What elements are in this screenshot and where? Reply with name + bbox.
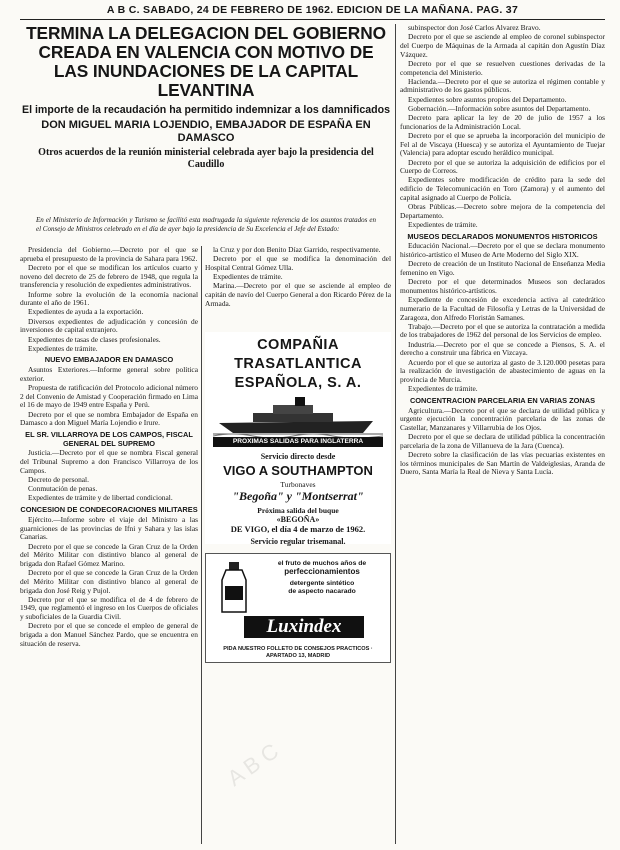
luxindex-advertisement bbox=[205, 553, 391, 663]
trasatlantica-advertisement bbox=[205, 332, 391, 544]
article-paragraph: Hacienda.—Decreto por el que se autoriza el régimen contable y administrativo de los gastos públicos. bbox=[400, 76, 605, 95]
article-paragraph: Expedientes sobre asuntos propios del Departamento. bbox=[408, 94, 567, 104]
article-paragraph: Agricultura.—Decreto por el que se declara de utilidad pública y urgente ejecución la concentración parcelaria de las zonas de Castellar, Manzanares y Villarrubia de los Ojos. bbox=[400, 405, 605, 432]
article-paragraph: Obras Públicas.—Decreto sobre mejora de la competencia del Departamento. bbox=[400, 202, 605, 220]
article-paragraph: Decreto de creación de un Instituto Nacional de Enseñanza Media femenino en Vigo. bbox=[400, 259, 605, 277]
ad-vessel: «BEGOÑA» bbox=[276, 515, 320, 524]
article-paragraph: Expedientes de ayuda a la exportación. bbox=[28, 307, 144, 317]
article-paragraph: Educación Nacional.—Decreto por el que se declara monumento histórico-artístico el Museo de Arte Moderno del Siglo XIX. bbox=[400, 241, 605, 260]
article-paragraph: Marina.—Decreto por el que se asciende al empleo de capitán de navío del Cuerpo General a don Ricardo Pérez de la Armada. bbox=[205, 281, 391, 308]
ad-next-label: Próxima salida del buque bbox=[257, 506, 339, 515]
column-rule bbox=[395, 24, 396, 844]
lead-story-heading bbox=[20, 24, 392, 170]
article-paragraph: la Cruz y por don Benito Díaz Garrido, respectivamente. bbox=[213, 246, 381, 254]
subdeck: Otros acuerdos de la reunión ministerial celebrada ayer bajo la presidencia del Caudillo bbox=[38, 147, 374, 170]
ad-date: DE VIGO, el día 4 de marzo de 1962. bbox=[230, 524, 366, 534]
ad2-line-1: el fruto de muchos años de bbox=[277, 560, 367, 567]
article-paragraph: Decreto por el que se modifica la denominación del Hospital Central Gómez Ulla. bbox=[205, 254, 391, 272]
article-paragraph: Decreto por el que se modifican los artículos cuarto y noveno del decreto de 25 de febrero de 1948, que regula la transferencia y resolución de expedientes administrativos. bbox=[20, 262, 198, 290]
watermark-icon: A B C bbox=[222, 738, 284, 791]
article-paragraph: Propuesta de ratificación del Protocolo adicional número 2 del Convenio de Amistad y Cooperación firmado en Lima el 16 de mayo de 1949 entre España y Perú. bbox=[20, 383, 198, 410]
masthead: A B C. SABADO, 24 DE FEBRERO DE 1962. EDICION DE LA MAÑANA. PAG. 37 bbox=[106, 4, 519, 16]
section-heading: CONCENTRACION PARCELARIA EN VARIAS ZONAS bbox=[409, 395, 596, 405]
article-paragraph: Decreto de personal. bbox=[28, 475, 89, 485]
article-paragraph: Decreto sobre la clasificación de las vías pecuarias existentes en los términos municipales de San Martín de Valdeiglesias, Aranda de Duero, Santa María la Real de Nieva y Santa Lucía. bbox=[400, 450, 605, 477]
article-paragraph: Expedientes de trámite. bbox=[213, 272, 283, 282]
ad2-line-4: de aspecto nacarado bbox=[288, 588, 356, 595]
subhead: DON MIGUEL MARIA LOJENDIO, EMBAJADOR DE ESPAÑA EN DAMASCO bbox=[41, 119, 371, 144]
article-column-2 bbox=[205, 246, 391, 324]
ad-vessel-intro: Turbonaves bbox=[280, 480, 316, 489]
article-paragraph: Informe sobre la evolución de la economía nacional durante el año de 1961. bbox=[20, 289, 198, 308]
article-paragraph: Expediente de concesión de excedencia activa al catedrático numerario de la Facultad de Filosofía y Letras de la Universidad de Zaragoza, don Alfredo Floristán Samanes. bbox=[400, 295, 605, 322]
article-paragraph: Justicia.—Decreto por el que se nombra Fiscal general del Tribunal Supremo a don Francisco Villarroya de los Campos. bbox=[20, 448, 198, 475]
article-column-3 bbox=[400, 24, 605, 839]
ad-company-name bbox=[205, 336, 391, 393]
article-paragraph: Trabajo.—Decreto por el que se autoriza la contratación a medida de los trabajadores de 1962 del personal de los Servicios de empleo. bbox=[400, 321, 605, 340]
article-paragraph: Decreto por el que determinados Museos son declarados monumentos histórico-artísticos. bbox=[400, 277, 605, 295]
article-paragraph: Asuntos Exteriores.—Informe general sobre política exterior. bbox=[20, 365, 198, 383]
ad-banner: PROXIMAS SALIDAS PARA INGLATERRA bbox=[213, 437, 383, 447]
article-paragraph: Decreto por el que se concede la Gran Cruz de la Orden del Mérito Militar con distintivo blanco al general de brigada don Rafael Gómez Marino. bbox=[20, 541, 198, 568]
section-heading: EL SR. VILLARROYA DE LOS CAMPOS, FISCAL GENERAL DEL SUPREMO bbox=[25, 430, 193, 448]
ad2-line-2: perfeccionamientos bbox=[284, 567, 360, 576]
article-paragraph: Expedientes de tasas de clases profesionales. bbox=[28, 334, 161, 344]
article-paragraph: Decreto por el que se concede el empleo de general de brigada a don Manuel Sánchez Pardo, que se encuentra en situación de reserva. bbox=[20, 621, 198, 648]
article-paragraph: Expedientes de trámite y de libertad condicional. bbox=[28, 493, 173, 503]
article-paragraph: Decreto por el que se asciende al empleo de coronel subinspector del Cuerpo de Máquinas de la Armada al capitán don Agustín Díaz Vázquez. bbox=[400, 32, 605, 59]
article-paragraph: Presidencia del Gobierno.—Decreto por el que se aprueba el presupuesto de la provincia de Sahara para 1962. bbox=[20, 246, 198, 263]
article-paragraph: Expedientes de trámite. bbox=[408, 219, 478, 229]
article-paragraph: Expedientes de trámite. bbox=[408, 384, 478, 394]
article-paragraph: Decreto por el que se concede la Gran Cruz de la Orden del Mérito Militar con distintivo blanco al general de brigada don José Reig y Pujol. bbox=[20, 568, 198, 595]
deck: El importe de la recaudación ha permitido indemnizar a los damnificados bbox=[22, 104, 390, 116]
bottle-icon bbox=[214, 560, 254, 616]
ad-service: Servicio regular trisemanal. bbox=[250, 537, 346, 546]
ad2-footer: PIDA NUESTRO FOLLETO DE CONSEJOS PRACTICOS · APARTADO 13, MADRID bbox=[223, 646, 373, 659]
headline: TERMINA LA DELEGACION DEL GOBIERNO CREADA EN VALENCIA CON MOTIVO DE LAS INUNDACIONES DE LA CAPITAL LEVANTINA bbox=[26, 23, 386, 100]
ad-title-line-1: COMPAÑIA TRASATLANTICA bbox=[234, 337, 362, 372]
article-paragraph: Acuerdo por el que se autoriza al gasto de 3.120.000 pesetas para la realización de investigación de abastecimiento de aguas en la provincia de Murcia. bbox=[400, 357, 605, 384]
ad2-copy bbox=[258, 560, 386, 596]
ad-ship-names: "Begoña" y "Montserrat" bbox=[232, 489, 364, 503]
article-paragraph: Expedientes sobre modificación de crédito para la sede del edificio de Telecomunicación en Toro (Zamora) y el aumento del capital asignado al Cuerpo de Policía. bbox=[400, 175, 605, 202]
article-paragraph: Decreto por el que se resuelven cuestiones derivadas de la competencia del Ministerio. bbox=[400, 58, 605, 77]
article-paragraph: Ejército.—Informe sobre el viaje del Ministro a las guarniciones de las provincias de Ifni y Sahara y las islas Canarias. bbox=[20, 514, 198, 542]
intro-paragraph: En el Ministerio de Información y Turismo se facilitó esta madrugada la siguiente referencia de los asuntos tratados en el Consejo de Ministros celebrado en el día de ayer bajo la presidencia de Su Excelencia el Jefe del Estado: bbox=[36, 216, 376, 233]
ad-service-line: Servicio directo desde bbox=[260, 452, 336, 461]
article-paragraph: Gobernación.—Información sobre asuntos del Departamento. bbox=[408, 103, 591, 113]
article-paragraph: Decreto por el que se modifica el de 4 de febrero de 1949, que reglamentó el ingreso en los Cuerpos de oficiales y suboficiales de la Guardia Civil. bbox=[20, 594, 198, 622]
article-column-1 bbox=[20, 246, 198, 844]
article-paragraph: Decreto por el que se nombra Embajador de España en Damasco a don Miguel María Lojendio e Irure. bbox=[20, 409, 198, 428]
ad2-brand: Luxindex bbox=[244, 616, 364, 638]
section-heading: MUSEOS DECLARADOS MONUMENTOS HISTORICOS bbox=[407, 231, 598, 241]
section-heading: NUEVO EMBAJADOR EN DAMASCO bbox=[44, 355, 174, 365]
faded-print-area bbox=[205, 672, 391, 842]
article-paragraph: subinspector don José Carlos Alvarez Bravo. bbox=[408, 24, 541, 32]
ship-illustration bbox=[213, 393, 383, 437]
article-paragraph: Decreto para aplicar la ley de 20 de julio de 1957 a los funcionarios de la Administración Local. bbox=[400, 113, 605, 131]
ad-title-line-2: ESPAÑOLA, S. A. bbox=[234, 375, 362, 391]
article-paragraph: Industria.—Decreto por el que se concede a Piensos, S. A. el derecho a construir una fábrica en Vizcaya. bbox=[400, 339, 605, 358]
article-paragraph: Decreto por el que se declara de utilidad pública la concentración parcelaria de la zona de Villanueva de la Jara (Cuenca). bbox=[400, 432, 605, 450]
article-paragraph: Decreto por el que se autoriza la adquisición de edificios por el Cuerpo de Correos. bbox=[400, 157, 605, 176]
article-paragraph: Decreto por el que se aprueba la incorporación del municipio de Fel al de Viscaya (Huesca) y se autoriza el Ayuntamiento de Tuejar (Valencia) para adoptar escudo heráldico municipal. bbox=[400, 130, 605, 158]
column-rule bbox=[201, 246, 202, 844]
ad-route: VIGO A SOUTHAMPTON bbox=[223, 463, 373, 478]
article-paragraph: Diversos expedientes de adjudicación y concesión de inversiones de capital extranjero. bbox=[20, 316, 198, 335]
masthead-rule bbox=[20, 19, 605, 20]
article-paragraph: Conmutación de penas. bbox=[28, 484, 98, 494]
ad2-line-3: detergente sintético bbox=[289, 580, 355, 587]
section-heading: CONCESION DE CONDECORACIONES MILITARES bbox=[20, 505, 198, 515]
article-paragraph: Expedientes de trámite. bbox=[28, 343, 98, 353]
